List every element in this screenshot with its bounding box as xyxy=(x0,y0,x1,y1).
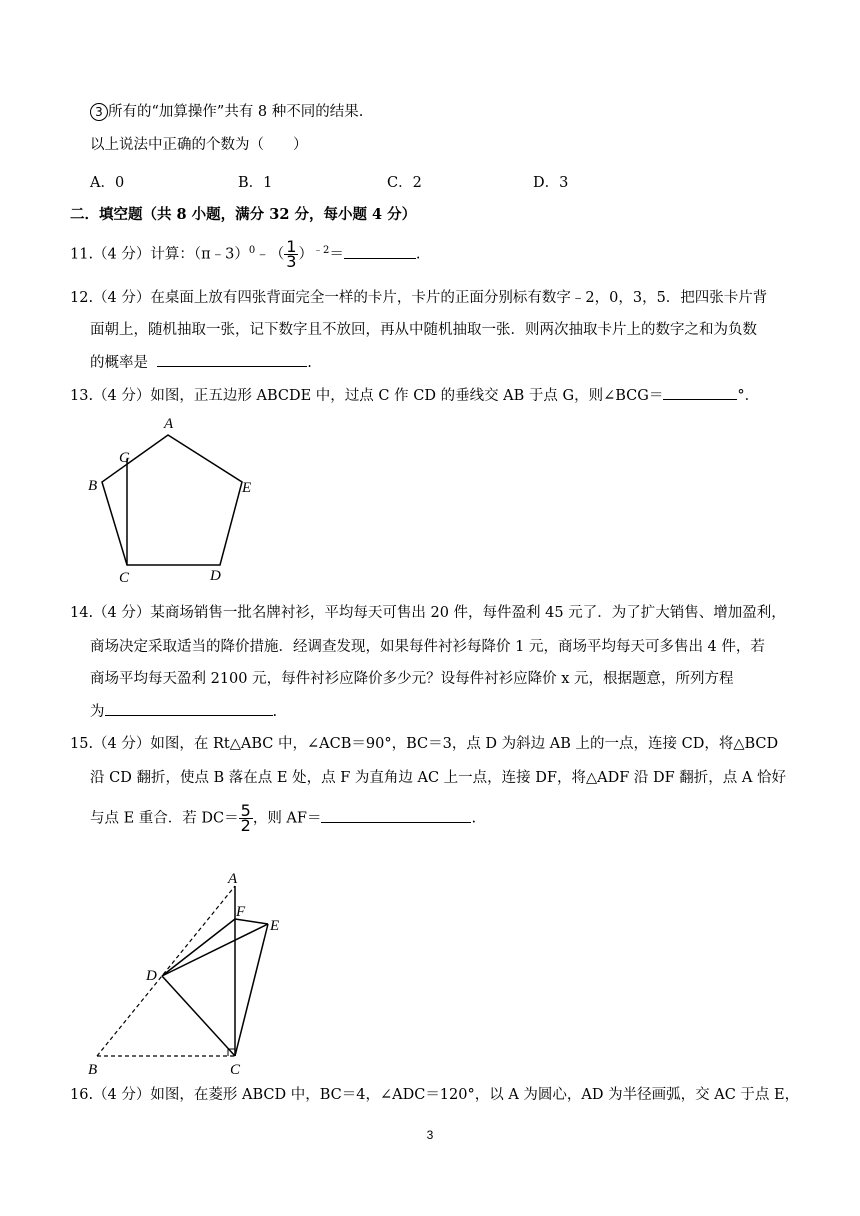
label-b: B xyxy=(88,478,98,494)
q16-line1: 16.（4 分）如图，在菱形 ABCD 中，BC＝4，∠ADC＝120°，以 A 为圆心，AD 为半径画弧，交 AC 于点 E， xyxy=(70,1087,800,1103)
q11-fraction xyxy=(284,237,298,271)
label-f: F xyxy=(236,904,246,920)
q13-text-line xyxy=(70,385,759,406)
q10-choice-c: C．2 xyxy=(387,175,422,191)
q10-item3 xyxy=(90,102,363,122)
q12-line3 xyxy=(90,352,312,373)
q15-line3 xyxy=(90,801,477,835)
answer-blank xyxy=(157,352,307,367)
q15-line3-b: ，则 AF＝ xyxy=(252,810,322,827)
label-c: C xyxy=(119,570,130,586)
q11 xyxy=(70,237,421,271)
q10-item3-text: 所有的“加算操作”共有 8 种不同的结果. xyxy=(108,104,364,120)
q10-choice-b: B．1 xyxy=(238,175,273,191)
q12-line1: 12.（4 分）在桌面上放有四张背面完全一样的卡片，卡片的正面分别标有数字﹣2，0，3，5．把四张卡片背 xyxy=(70,290,768,306)
q15-end: . xyxy=(471,810,477,827)
dashed-line-ab xyxy=(97,886,235,1056)
q14-line2: 商场决定采取适当的降价措施．经调查发现，如果每件衬衫每降价 1 元，商场平均每天可多售出 4 件，若 xyxy=(90,639,765,655)
label-c: C xyxy=(230,1062,241,1078)
answer-blank xyxy=(344,244,416,259)
triangle-fold-figure xyxy=(80,866,300,1086)
q14-line3: 商场平均每天盈利 2100 元，每件衬衫应降价多少元？设每件衬衫应降价 x 元，根据题意，所列方程 xyxy=(90,671,734,687)
label-d: D xyxy=(210,568,221,584)
line-ec xyxy=(235,924,268,1056)
answer-blank xyxy=(321,808,471,823)
q15-fraction xyxy=(239,801,253,835)
q14-line1: 14.（4 分）某商场销售一批名牌衬衫，平均每天可售出 20 件，每件盈利 45 元了．为了扩大销售、增加盈利， xyxy=(70,605,786,621)
label-e: E xyxy=(242,480,252,496)
circled-number-icon: 3 xyxy=(90,103,108,121)
label-e: E xyxy=(270,918,280,934)
q11-frac-num: 1 xyxy=(286,237,297,256)
q11-close: ） xyxy=(298,246,313,263)
q15-frac-num: 5 xyxy=(240,801,251,820)
q13-text: 13.（4 分）如图，正五边形 ABCDE 中，过点 C 作 CD 的垂线交 AB 于点 G，则∠BCG＝ xyxy=(70,388,664,404)
line-de xyxy=(162,924,268,976)
q11-minus: ﹣（ xyxy=(255,246,285,263)
q14-line4-text: 为 xyxy=(90,704,105,720)
label-b: B xyxy=(88,1062,98,1078)
q15-line2: 沿 CD 翻折，使点 B 落在点 E 处，点 F 为直角边 AC 上一点，连接 DF，将△ADF 沿 DF 翻折，点 A 恰好 xyxy=(90,770,786,786)
q12-line3-text: 的概率是 xyxy=(90,355,148,371)
q11-prefix: 11.（4 分）计算：（π﹣3） xyxy=(70,246,249,263)
page-number: 3 xyxy=(426,1128,434,1142)
label-g: G xyxy=(119,450,130,466)
line-dc xyxy=(162,976,235,1056)
section-title: 二．填空题（共 8 小题，满分 32 分，每小题 4 分） xyxy=(70,206,417,223)
q11-eq: ＝ xyxy=(329,246,344,263)
q10-prompt: 以上说法中正确的个数为（ ） xyxy=(90,137,308,153)
q10-choice-a: A．0 xyxy=(90,175,125,191)
label-a: A xyxy=(164,416,174,432)
answer-blank xyxy=(663,385,737,400)
q15-line3-a: 与点 E 重合．若 DC＝ xyxy=(90,810,239,827)
answer-blank xyxy=(105,701,273,716)
label-a: A xyxy=(228,871,238,887)
q12-end: . xyxy=(307,355,312,371)
q11-frac-den: 3 xyxy=(286,252,297,271)
q11-exp2: ﹣2 xyxy=(312,244,330,256)
q14-end: . xyxy=(272,704,278,720)
q15-line1: 15.（4 分）如图，在 Rt△ABC 中，∠ACB＝90°，BC＝3，点 D 为斜边 AB 上的一点，连接 CD，将△BCD xyxy=(70,736,779,752)
q13-end: °． xyxy=(737,388,760,404)
q11-end: . xyxy=(415,246,421,263)
q15-frac-den: 2 xyxy=(240,816,251,835)
label-d: D xyxy=(146,968,157,984)
q11-exp0: 0 xyxy=(248,244,256,256)
q12-line2: 面朝上，随机抽取一张，记下数字且不放回，再从中随机抽取一张．则两次抽取卡片上的数字之和为负数 xyxy=(90,322,757,338)
q10-choice-d: D．3 xyxy=(533,175,569,191)
line-df xyxy=(162,919,235,976)
q14-line4 xyxy=(90,701,277,722)
pentagon-figure xyxy=(80,410,270,590)
